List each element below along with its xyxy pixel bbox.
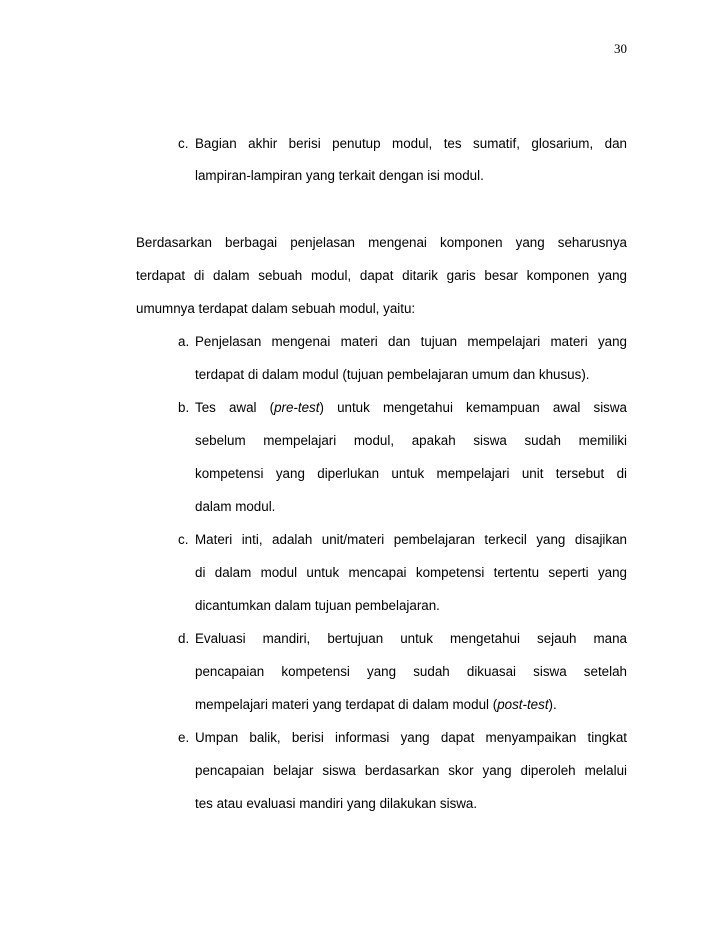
paragraph-line-1: Berdasarkan berbagai penjelasan mengenai komponen yang seharusnya	[136, 235, 627, 250]
list-item-e-line-3: tes atau evaluasi mandiri yang dilakukan siswa.	[195, 796, 478, 811]
list-marker-c-top: c.	[178, 136, 189, 151]
list-item-a-line-1: Penjelasan mengenai materi dan tujuan mempelajari materi yang	[195, 334, 627, 349]
list-item-b-text-after: ) untuk mengetahui kemampuan awal siswa	[319, 400, 627, 415]
list-item-d-line-3	[195, 697, 627, 713]
list-item-b-line-3: kompetensi yang diperlukan untuk mempelajari unit tersebut di	[195, 466, 627, 481]
list-item-c-line-1: Materi inti, adalah unit/materi pembelajaran terkecil yang disajikan	[195, 532, 627, 547]
list-item-b-line-2: sebelum mempelajari modul, apakah siswa sudah memiliki	[195, 433, 627, 448]
list-item-d-text-after: ).	[548, 697, 557, 712]
list-item-d-italic-term: post-test	[497, 697, 549, 712]
list-item-d-line-2: pencapaian kompetensi yang sudah dikuasai siswa setelah	[195, 664, 627, 679]
list-item-c-top-line-2: lampiran-lampiran yang terkait dengan isi modul.	[195, 168, 484, 183]
list-item-e-line-1: Umpan balik, berisi informasi yang dapat menyampaikan tingkat	[195, 730, 627, 745]
paragraph-line-3: umumnya terdapat dalam sebuah modul, yaitu:	[136, 301, 416, 316]
list-marker-a: a.	[178, 334, 190, 349]
page-number: 30	[614, 41, 627, 56]
list-item-c-top-line-1: Bagian akhir berisi penutup modul, tes sumatif, glosarium, dan	[195, 136, 627, 151]
list-item-d-text-before: mempelajari materi yang terdapat di dalam modul (	[195, 697, 498, 712]
list-item-c-line-2: di dalam modul untuk mencapai kompetensi tertentu seperti yang	[195, 565, 627, 580]
list-marker-d: d.	[178, 631, 190, 646]
list-item-b-line-4: dalam modul.	[195, 499, 276, 514]
list-item-a-line-2: terdapat di dalam modul (tujuan pembelajaran umum dan khusus).	[195, 367, 590, 382]
paragraph-line-2: terdapat di dalam sebuah modul, dapat ditarik garis besar komponen yang	[136, 268, 627, 283]
list-item-b-line-1	[195, 400, 627, 416]
list-item-b-text-before: Tes awal (	[195, 400, 275, 415]
list-marker-e: e.	[178, 730, 190, 745]
list-item-b-italic-term: pre-test	[274, 400, 320, 415]
list-item-c-line-3: dicantumkan dalam tujuan pembelajaran.	[195, 598, 440, 613]
list-marker-b: b.	[178, 400, 190, 415]
list-item-d-line-1: Evaluasi mandiri, bertujuan untuk mengetahui sejauh mana	[195, 631, 627, 646]
list-marker-c: c.	[178, 532, 189, 547]
list-item-e-line-2: pencapaian belajar siswa berdasarkan skor yang diperoleh melalui	[195, 763, 627, 778]
